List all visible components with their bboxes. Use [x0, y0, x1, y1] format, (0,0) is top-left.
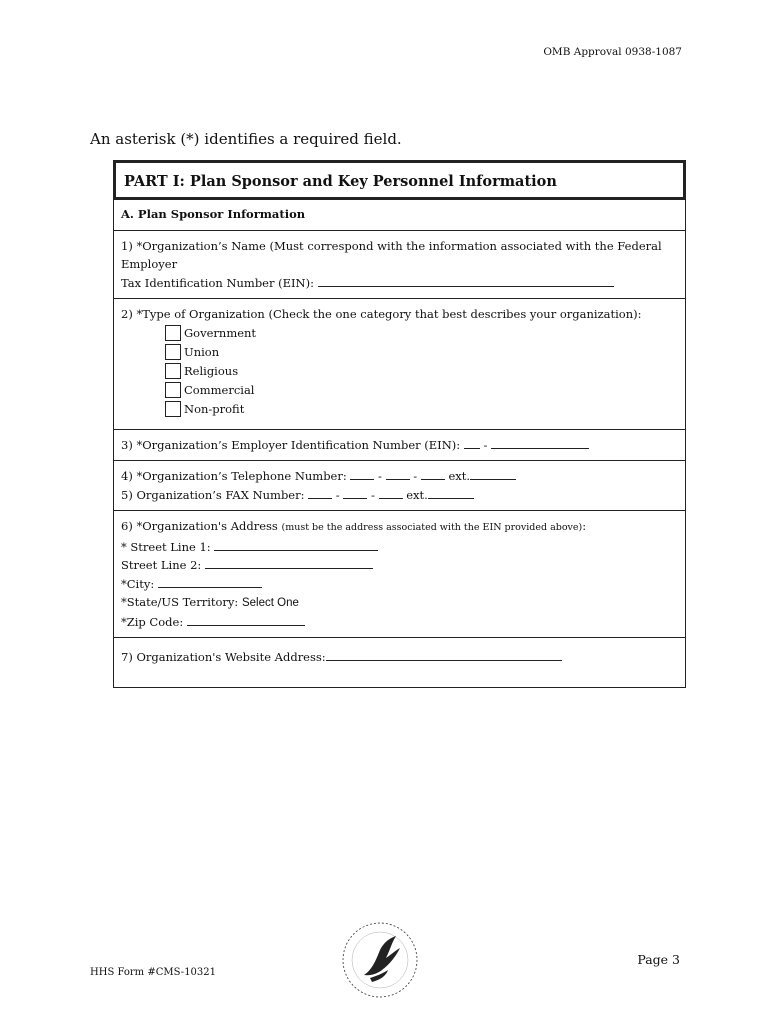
omb-approval-number: OMB Approval 0938-1087 [543, 46, 682, 58]
phone-ext-label: ext. [448, 469, 471, 483]
page-number: Page 3 [637, 952, 680, 967]
required-field-note: An asterisk (*) identifies a required field. [90, 130, 402, 148]
government-label: Government [184, 325, 257, 340]
non-profit-checkbox[interactable] [165, 401, 181, 417]
org-type-row [114, 298, 685, 429]
fax-dash-1: - [335, 487, 340, 502]
ein-prefix-field[interactable] [464, 436, 480, 449]
form-number: HHS Form #CMS-10321 [90, 967, 217, 978]
org-name-label: 1) *Organization’s Name (Must correspond with the information associated with the Federal Employer [121, 238, 662, 271]
section-a-title: A. Plan Sponsor Information [121, 207, 306, 221]
phone-dash-2: - [413, 469, 418, 483]
phone-ext-field[interactable] [470, 467, 516, 480]
fax-ext-field[interactable] [428, 486, 474, 499]
fax-dash-2: - [371, 487, 375, 502]
street-1-field[interactable] [214, 538, 378, 551]
fax-ext-label: ext. [406, 487, 428, 502]
part-title: PART I: Plan Sponsor and Key Personnel Information [113, 160, 686, 200]
non-profit-label: Non-profit [184, 401, 245, 416]
fax-prefix-field[interactable] [343, 486, 367, 499]
telephone-label: 4) *Organization’s Telephone Number: [121, 469, 347, 483]
website-label: 7) Organization's Website Address: [121, 650, 326, 664]
org-name-field[interactable] [318, 274, 614, 287]
website-row [114, 637, 685, 687]
org-type-option-union [165, 343, 678, 362]
phone-area-field[interactable] [350, 467, 374, 480]
zip-field[interactable] [187, 613, 305, 626]
city-field[interactable] [158, 575, 262, 588]
street-2-field[interactable] [205, 556, 373, 569]
ein-row [114, 429, 685, 461]
ein-suffix-field[interactable] [491, 436, 589, 449]
ein-dash: - [483, 437, 488, 452]
org-type-option-government [165, 324, 678, 343]
phone-line-field[interactable] [421, 467, 445, 480]
state-label: *State/US Territory: [121, 595, 239, 609]
address-colon: : [582, 519, 587, 533]
ein-number-label: 3) *Organization’s Employer Identification Number (EIN): [121, 437, 461, 452]
zip-label: *Zip Code: [121, 614, 184, 629]
government-checkbox[interactable] [165, 325, 181, 341]
address-row [114, 510, 685, 637]
plan-sponsor-form [113, 160, 686, 688]
org-type-label: 2) *Type of Organization (Check the one category that best describes your organization): [121, 307, 642, 321]
phone-prefix-field[interactable] [386, 467, 410, 480]
union-checkbox[interactable] [165, 344, 181, 360]
commercial-checkbox[interactable] [165, 382, 181, 398]
state-select[interactable]: Select One [241, 597, 299, 609]
fax-label: 5) Organization’s FAX Number: [121, 487, 305, 502]
street-1-label: * Street Line 1: [121, 539, 211, 554]
ein-label: Tax Identification Number (EIN): [121, 275, 314, 290]
religious-label: Religious [184, 363, 239, 378]
union-label: Union [184, 344, 220, 359]
address-note: (must be the address associated with the EIN provided above) [281, 522, 583, 533]
website-field[interactable] [326, 648, 562, 661]
religious-checkbox[interactable] [165, 363, 181, 379]
phone-dash-1: - [378, 469, 382, 483]
city-label: *City: [121, 576, 155, 591]
org-type-option-non-profit [165, 400, 678, 419]
hhs-seal-logo [340, 920, 420, 1000]
fax-line-field[interactable] [379, 486, 403, 499]
org-name-row [114, 230, 685, 299]
fax-area-field[interactable] [308, 486, 332, 499]
org-type-option-religious [165, 362, 678, 381]
section-a-row [114, 199, 685, 230]
street-2-label: Street Line 2: [121, 558, 202, 572]
phone-fax-row [114, 460, 685, 510]
address-label: 6) *Organization's Address [121, 519, 278, 533]
commercial-label: Commercial [184, 382, 255, 397]
org-type-options [121, 324, 678, 419]
org-type-option-commercial [165, 381, 678, 400]
